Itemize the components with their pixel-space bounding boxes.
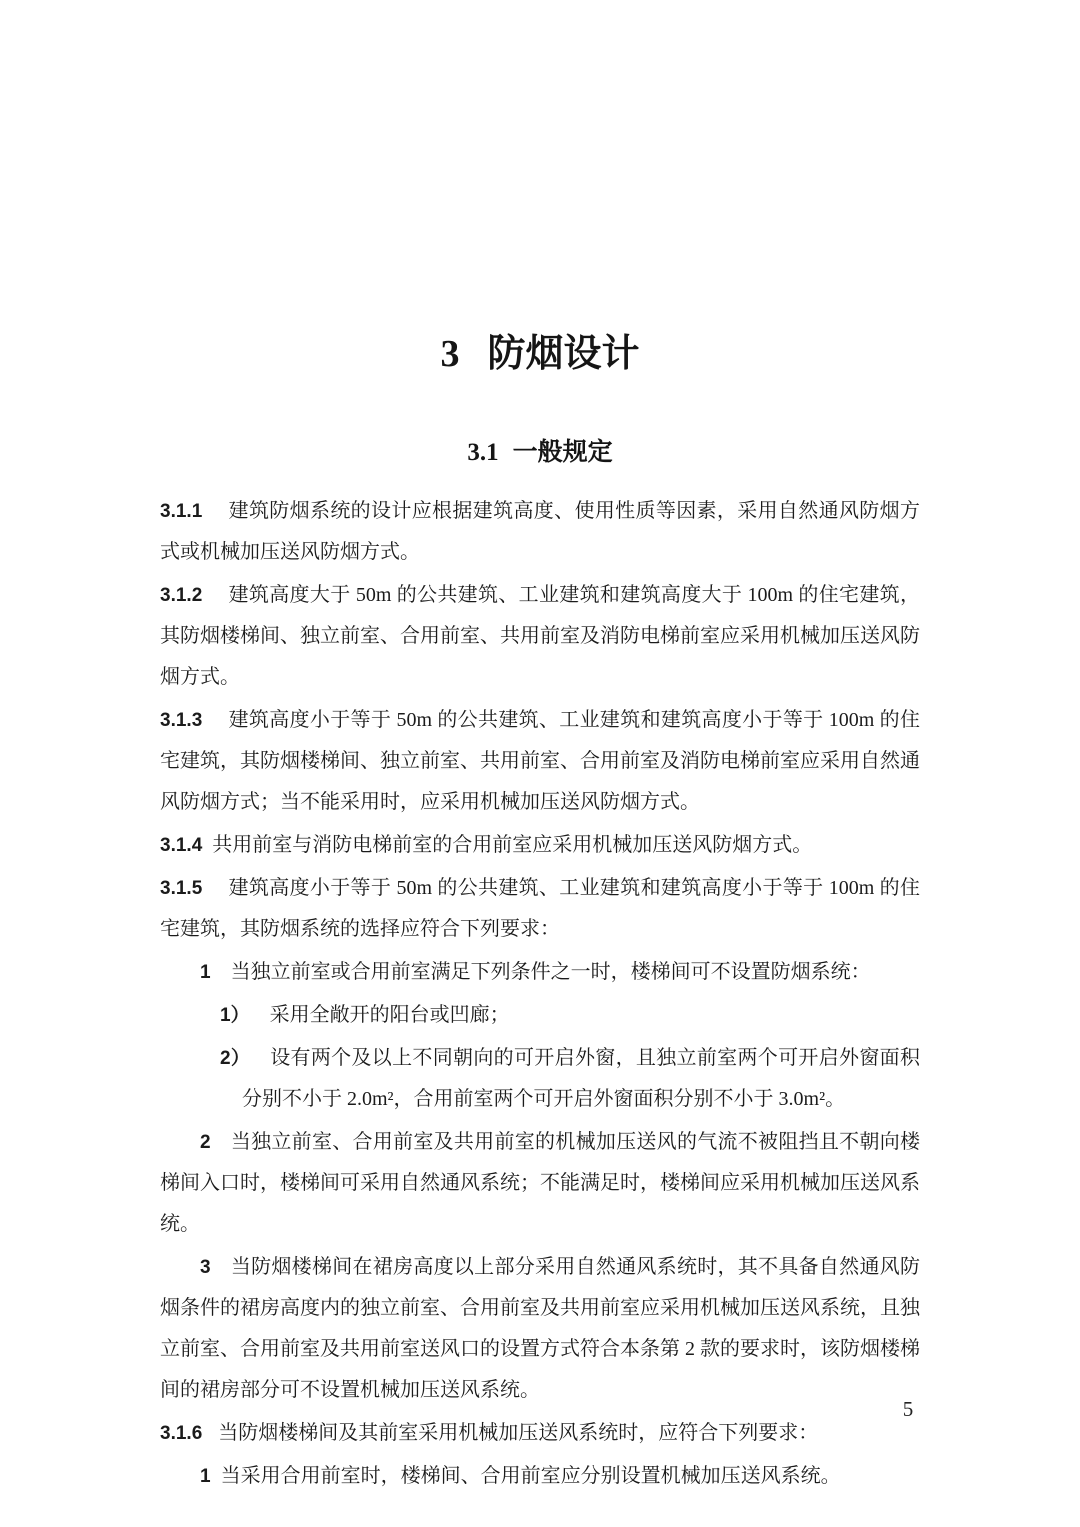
clause-3-1-5-item-1-1 (160, 995, 920, 1036)
clause-3-1-6-item-1 (160, 1456, 920, 1497)
subitem-text: 采用全敞开的阳台或凹廊； (269, 1004, 510, 1027)
clause-3-1-5-item-1 (160, 952, 920, 993)
clause-3-1-1 (160, 491, 920, 573)
clause-3-1-5-item-2 (160, 1122, 920, 1245)
item-text: 当采用合用前室时，楼梯间、合用前室应分别设置机械加压送风系统。 (220, 1465, 841, 1488)
clause-text: 共用前室与消防电梯前室的合用前室应采用机械加压送风防烟方式。 (212, 834, 813, 857)
item-number: 3 (200, 1257, 211, 1279)
item-text: 当防烟楼梯间在裙房高度以上部分采用自然通风系统时，其不具备自然通风防烟条件的裙房高度内的独立前室、合用前室及共用前室应采用机械加压送风系统，且独立前室、合用前室及共用前室送风口的设置方式符合本条第 2 款的要求时，该防烟楼梯间的裙房部分可不设置机械加压送风系统。 (160, 1256, 920, 1402)
document-page (160, 0, 920, 1499)
page-number: 5 (902, 1397, 914, 1421)
item-text: 当独立前室或合用前室满足下列条件之一时，楼梯间可不设置防烟系统： (230, 961, 871, 984)
item-number: 1 (200, 962, 211, 984)
clause-number: 3.1.5 (160, 878, 203, 900)
clause-text: 建筑高度大于 50m 的公共建筑、工业建筑和建筑高度大于 100m 的住宅建筑，其防烟楼梯间、独立前室、合用前室、共用前室及消防电梯前室应采用机械加压送风防烟方式。 (160, 584, 920, 689)
clause-3-1-4 (160, 825, 920, 866)
clause-3-1-5 (160, 868, 920, 950)
clause-number: 3.1.3 (160, 710, 203, 732)
section-number: 3.1 (467, 439, 499, 467)
subitem-number: 1） (220, 1005, 250, 1027)
clause-text: 建筑高度小于等于 50m 的公共建筑、工业建筑和建筑高度小于等于 100m 的住宅建筑，其防烟系统的选择应符合下列要求： (160, 877, 920, 941)
clause-3-1-2 (160, 575, 920, 698)
chapter-title-text: 防烟设计 (487, 333, 640, 376)
clause-number: 3.1.4 (160, 835, 203, 857)
clause-text: 建筑防烟系统的设计应根据建筑高度、使用性质等因素，采用自然通风防烟方式或机械加压送风防烟方式。 (160, 500, 920, 564)
chapter-number: 3 (440, 333, 460, 376)
subitem-number: 2） (220, 1048, 251, 1070)
section-title-text: 一般规定 (512, 439, 613, 467)
clause-3-1-3 (160, 700, 920, 823)
clause-3-1-5-item-3 (160, 1247, 920, 1411)
clause-3-1-5-item-1-2 (160, 1038, 920, 1120)
subitem-text: 设有两个及以上不同朝向的可开启外窗，且独立前室两个可开启外窗面积分别不小于 2.0m²，合用前室两个可开启外窗面积分别不小于 3.0m²。 (242, 1047, 920, 1111)
item-number: 2 (200, 1132, 211, 1154)
chapter-title (160, 25, 920, 377)
item-number: 1 (200, 1466, 211, 1488)
clause-text: 当防烟楼梯间及其前室采用机械加压送风系统时，应符合下列要求： (218, 1422, 819, 1445)
clause-number: 3.1.6 (160, 1423, 203, 1445)
section-title (160, 437, 920, 469)
clause-number: 3.1.1 (160, 501, 203, 523)
item-text: 当独立前室、合用前室及共用前室的机械加压送风的气流不被阻挡且不朝向楼梯间入口时，楼梯间可采用自然通风系统；不能满足时，楼梯间应采用机械加压送风系统。 (160, 1131, 920, 1236)
clause-text: 建筑高度小于等于 50m 的公共建筑、工业建筑和建筑高度小于等于 100m 的住宅建筑，其防烟楼梯间、独立前室、共用前室、合用前室及消防电梯前室应采用自然通风防烟方式；当不能采用时，应采用机械加压送风防烟方式。 (160, 709, 920, 814)
body-text (160, 491, 920, 1497)
clause-number: 3.1.2 (160, 585, 203, 607)
clause-3-1-6 (160, 1413, 920, 1454)
